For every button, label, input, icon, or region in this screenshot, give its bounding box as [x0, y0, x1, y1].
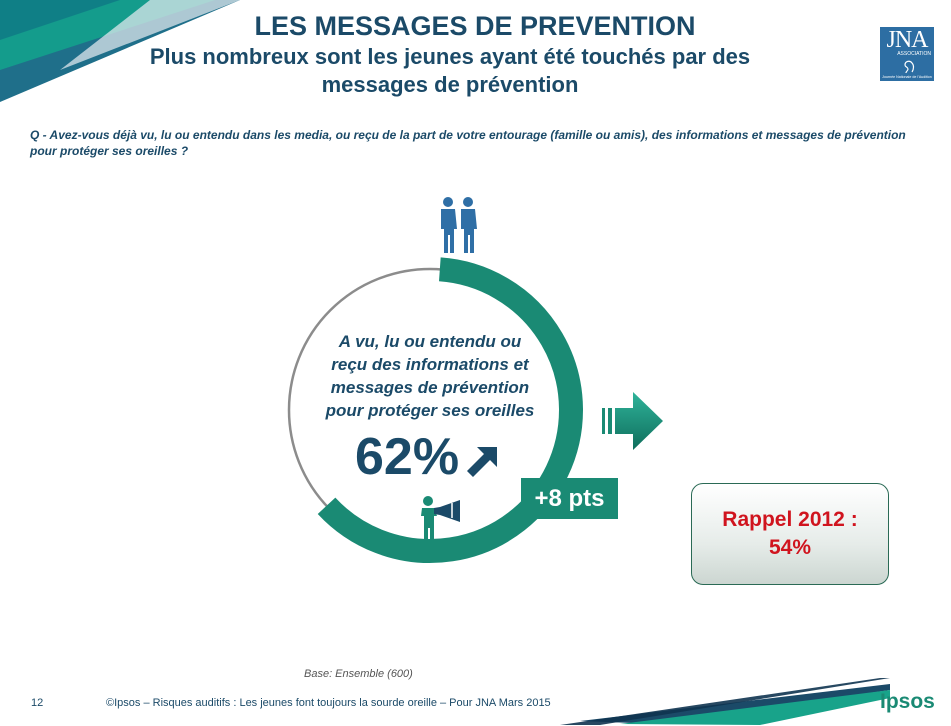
- ear-icon: [902, 59, 916, 75]
- jna-logo: [880, 27, 934, 81]
- logo-text: JNA: [886, 27, 928, 53]
- page-title: LES MESSAGES DE PREVENTION: [254, 11, 696, 41]
- metric-label: [305, 330, 555, 422]
- logo-caption: Journée Nationale de l'Audition: [882, 75, 932, 79]
- metric-label-line-2: reçu des informations et: [331, 355, 529, 374]
- metric-label-line-3: messages de prévention: [330, 378, 530, 397]
- subtitle-line-1: Plus nombreux sont les jeunes ayant été touchés par des: [149, 44, 751, 69]
- comparison-text: [722, 506, 857, 562]
- metric-label-line-4: pour protéger ses oreilles: [325, 401, 535, 420]
- footer-decoration: [560, 676, 900, 726]
- subtitle-line-2: messages de prévention: [321, 72, 579, 97]
- metric-value-row: [355, 426, 499, 488]
- comparison-value: 54%: [768, 536, 812, 559]
- page-subtitle: [110, 43, 790, 99]
- right-arrow-icon: [600, 390, 666, 452]
- footer-text: ©Ipsos – Risques auditifs : Les jeunes font toujours la sourde oreille – Pour JNA Mars 2015: [106, 697, 551, 709]
- megaphone-person-icon: [421, 496, 460, 540]
- comparison-label: Rappel 2012 :: [722, 508, 858, 531]
- logo-subtext: ASSOCIATION: [897, 51, 931, 57]
- comparison-box: [691, 483, 889, 585]
- delta-badge: +8 pts: [521, 478, 618, 519]
- trend-up-arrow-icon: [465, 445, 499, 479]
- page-number: 12: [31, 697, 44, 709]
- survey-question: Q - Avez-vous déjà vu, lu ou entendu dans les media, ou reçu de la part de votre entourage (famille ou amis), des informations et messages de prévention pour protéger ses oreilles ?: [30, 128, 906, 158]
- people-icon: [441, 197, 477, 253]
- metric-value: 62%: [355, 428, 460, 486]
- metric-label-line-1: A vu, lu ou entendu ou: [338, 332, 522, 351]
- sample-base: Base: Ensemble (600): [304, 668, 413, 680]
- ipsos-logo: Ipsos: [880, 690, 935, 713]
